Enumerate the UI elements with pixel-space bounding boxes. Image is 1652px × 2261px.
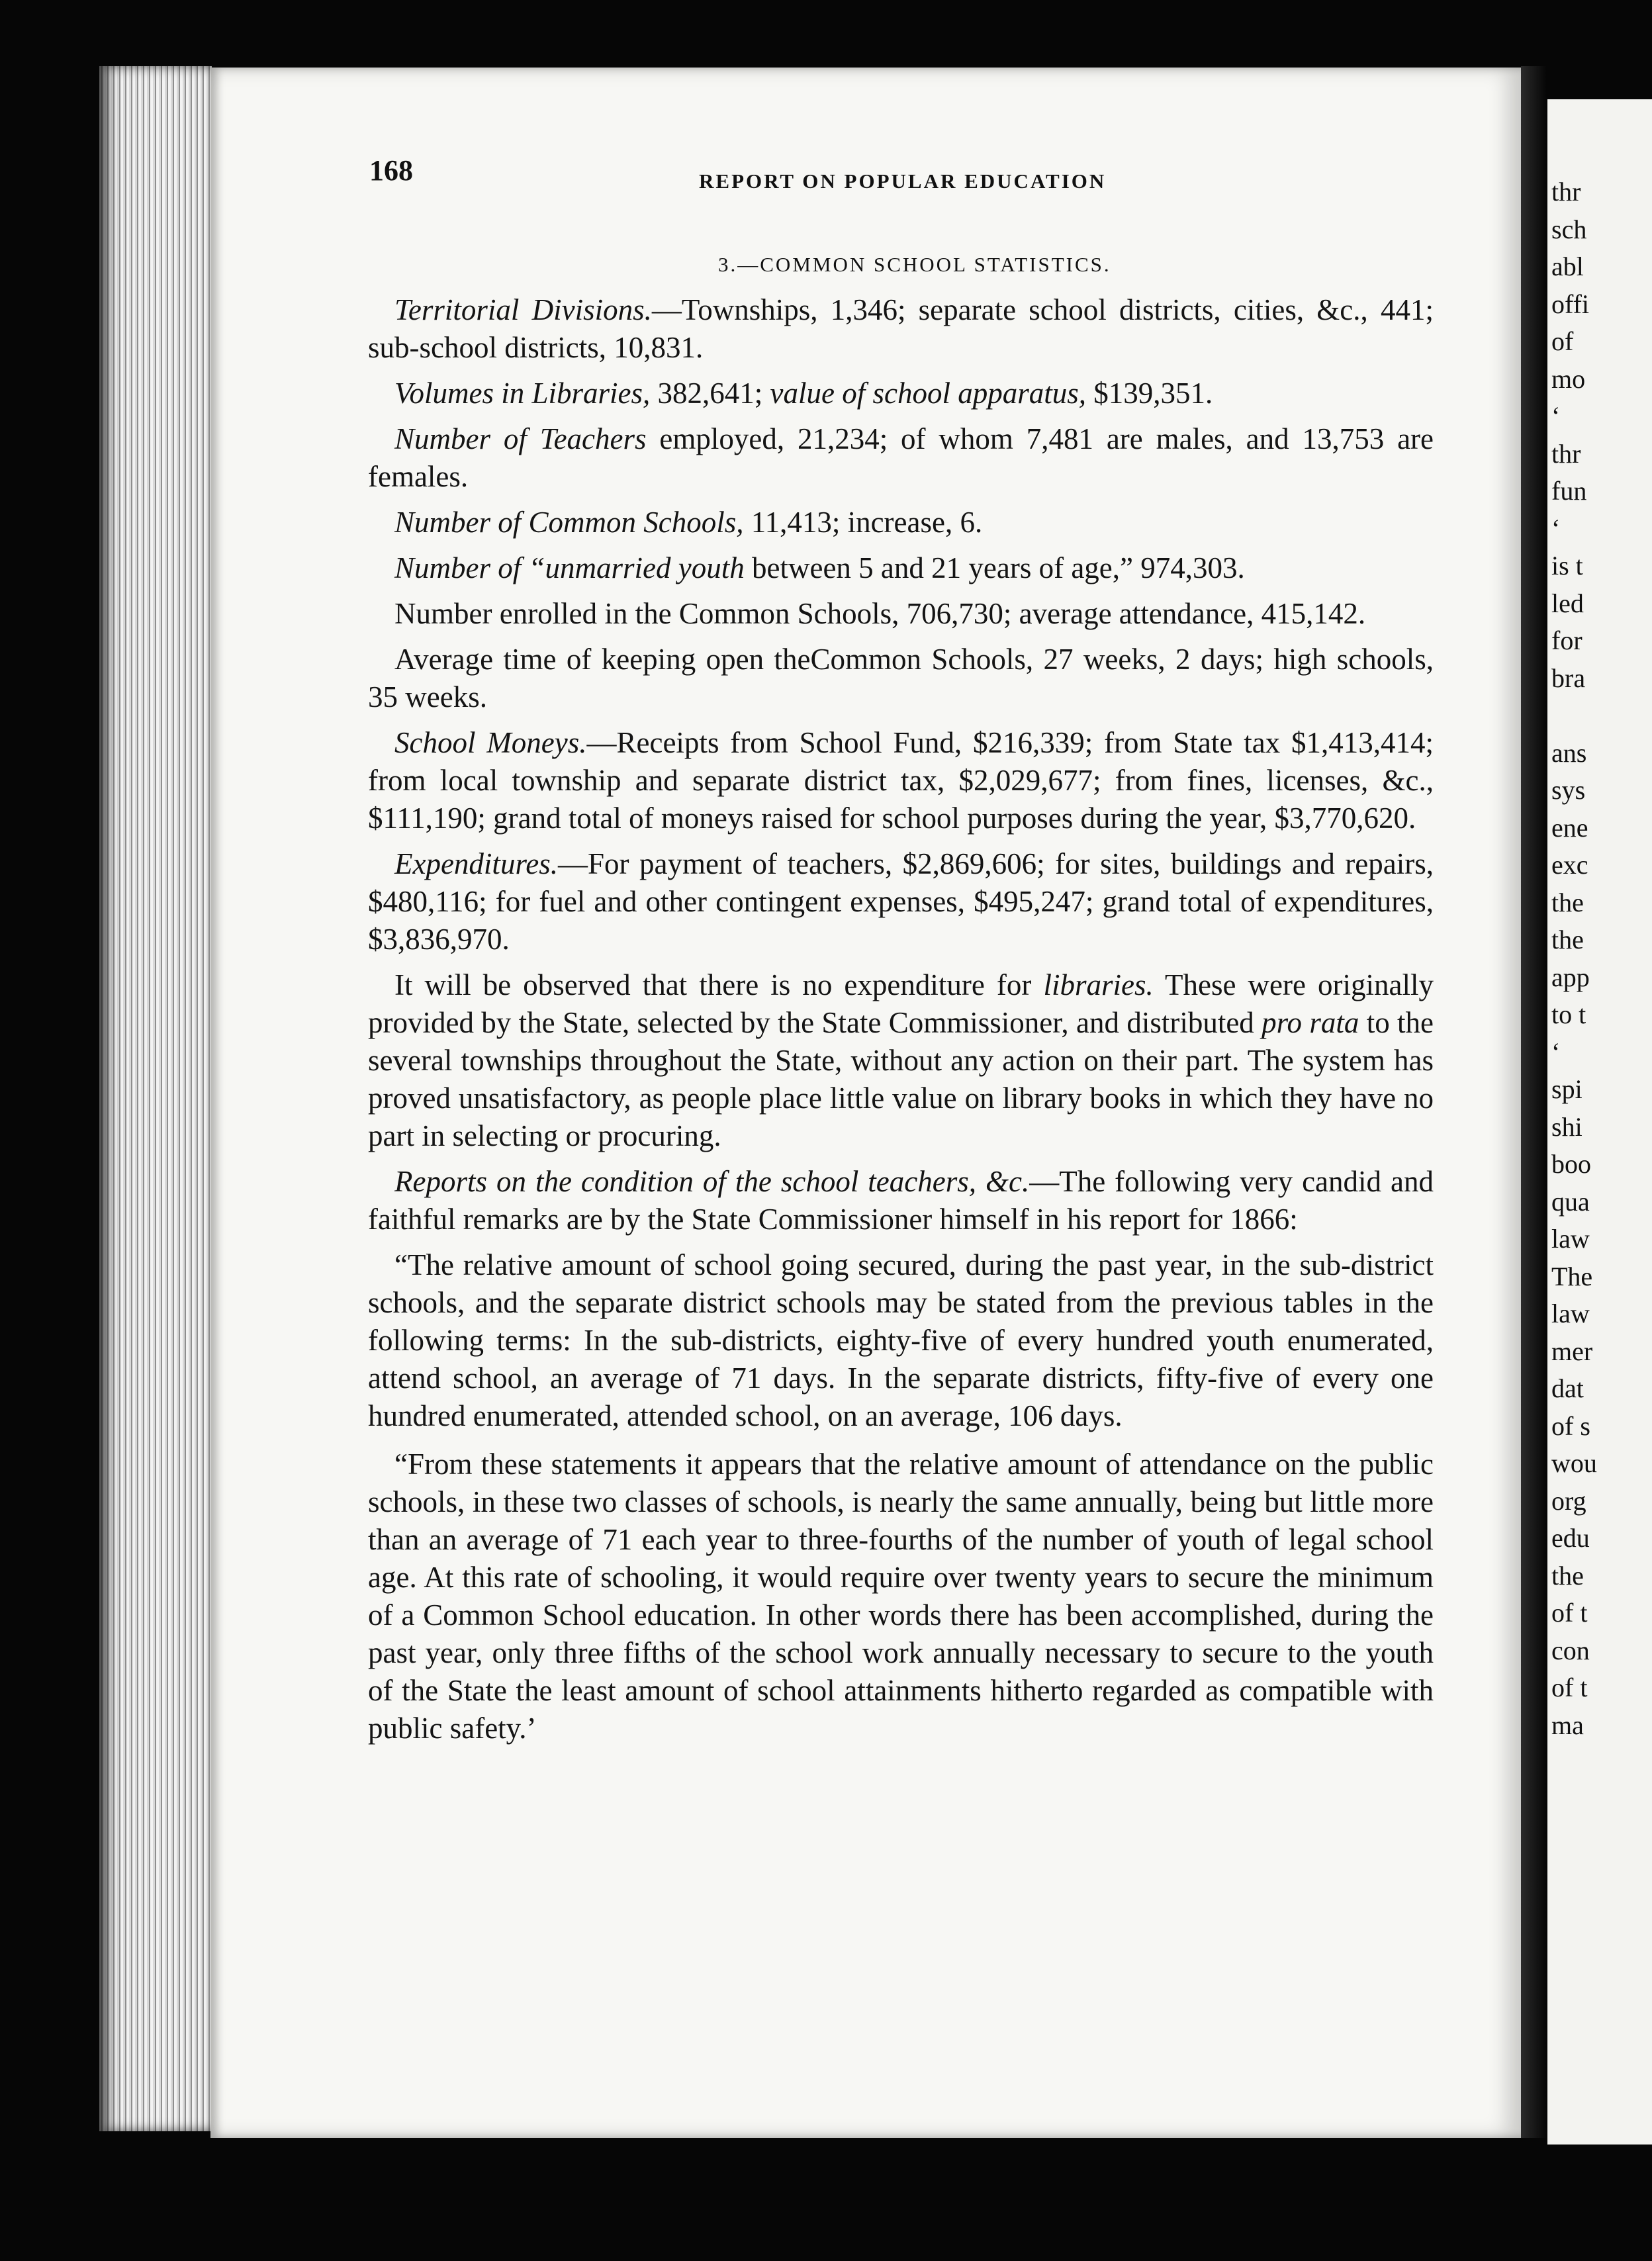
facing-page-fragment: of t (1551, 1598, 1588, 1628)
paragraph-text: —The following very candid and faithful remarks are by the State Commissioner himself in his report for 1866: (368, 1165, 1434, 1236)
facing-page-fragment: offi (1551, 289, 1590, 319)
facing-page-fragment: of s (1551, 1411, 1590, 1441)
paragraph-volumes (368, 375, 1434, 412)
facing-page-fragment: org (1551, 1486, 1586, 1516)
quote-paragraph: “The relative amount of school going secured, during the past year, in the sub-district schools, and the separate district schools may be stated from the previous tables in the following terms: In the sub-districts, eighty-five of every hundred youth enumerated, attend school, an average of 71 days. In the separate districts, fifty-five of every one hundred enumerated, attended school, on an average, 106 days. (368, 1248, 1434, 1432)
paragraph-expenditures (368, 845, 1434, 958)
paragraph-schools (368, 504, 1434, 541)
paragraph-text: —For payment of teachers, $2,869,606; for sites, buildings and repairs, $480,116; for fuel and other contingent expenses, $495,247; grand total of expenditures, $3,836,970. (368, 847, 1434, 956)
facing-page-fragment: the (1551, 888, 1584, 917)
facing-page-fragment: qua (1551, 1187, 1590, 1217)
paragraph-text: —Receipts from School Fund, $216,339; from State tax $1,413,414; from local township and separate district tax, $2,029,677; from fines, licenses, &c., $111,190; grand total of moneys raised for school purposes during the year, $3,770,620. (368, 726, 1434, 835)
facing-page-fragment: ‘ (1551, 514, 1561, 543)
paragraph-territorial (368, 291, 1434, 367)
paragraph-label: Number of Common Schools, (394, 506, 744, 539)
paragraph-label: Number of “unmarried youth (394, 551, 745, 584)
facing-page-fragment: dat (1551, 1373, 1584, 1403)
facing-page-fragment: of t (1551, 1673, 1588, 1702)
facing-page-fragment: to t (1551, 999, 1586, 1029)
book-gutter (1521, 66, 1547, 2138)
facing-page-fragment: exc (1551, 850, 1588, 880)
facing-page-fragment: mo (1551, 364, 1586, 394)
page-number: 168 (369, 154, 413, 187)
paragraph-label: Volumes in Libraries, (394, 377, 651, 410)
facing-page-fragment: the (1551, 925, 1584, 954)
paragraph-label: School Moneys. (394, 726, 587, 759)
paragraph-moneys (368, 724, 1434, 837)
paragraph-label: Number of Teachers (394, 422, 647, 455)
paragraph-label: Reports on the condition of the school teachers, &c. (394, 1165, 1030, 1198)
paragraph-average-time: Average time of keeping open theCommon Schools, 27 weeks, 2 days; high schools, 35 weeks. (368, 643, 1434, 714)
commissioner-quote (368, 1246, 1434, 1747)
paragraph-text: to the several townships throughout the State, without any action on their part. The system has proved unsatisfactory, as people place little value on library books in which they have no part in selecting or procuring. (368, 1006, 1434, 1152)
quote-paragraph: “From these statements it appears that the relative amount of attendance on the public schools, in these two classes of schools, is nearly the same annually, being but little more than an average of 71 each year to three-fourths of the number of youth of legal school age. At this rate of schooling, it would require over twenty years to secure the minimum of a Common School education. In other words there has been accomplished, during the past year, only three fifths of the school work annually necessary to secure to the youth of the State the least amount of school attainments hitherto regarded as compatible with public safety.’ (368, 1448, 1434, 1745)
facing-page-fragment: abl (1551, 252, 1584, 281)
facing-page-fragment: led (1551, 588, 1584, 618)
running-title: REPORT ON POPULAR EDUCATION (699, 169, 1107, 193)
italic-term: pro rata (1262, 1006, 1359, 1039)
facing-page (1547, 99, 1652, 2145)
italic-term: libraries. (1043, 968, 1154, 1001)
facing-page-fragment: The (1551, 1262, 1593, 1291)
facing-page-fragment: ma (1551, 1710, 1584, 1740)
paragraph-label: Territorial Divisions. (394, 293, 652, 326)
paragraph-text: —Townships, 1,346; separate school districts, cities, &c., 441; sub-school districts, 10,831. (368, 293, 1434, 364)
paragraph-text: between 5 and 21 years of age,” 974,303. (744, 551, 1245, 584)
paragraph-text: $139,351. (1086, 377, 1213, 410)
facing-page-fragment: spi (1551, 1074, 1583, 1104)
facing-page-fragment: shi (1551, 1112, 1583, 1142)
facing-page-fragment: of (1551, 326, 1574, 356)
facing-page-fragment: ene (1551, 813, 1588, 843)
paragraph-enrolled: Number enrolled in the Common Schools, 706,730; average attendance, 415,142. (394, 597, 1366, 630)
facing-page-fragment: is t (1551, 551, 1583, 580)
paragraph-label: Expenditures. (394, 847, 559, 880)
body-text (368, 291, 1434, 1758)
paragraph-text: 11,413; increase, 6. (743, 506, 983, 539)
facing-page-fragment: ‘ (1551, 1037, 1561, 1067)
facing-page-fragment: bra (1551, 663, 1586, 693)
facing-page-fragment: fun (1551, 476, 1587, 506)
section-heading: 3.—COMMON SCHOOL STATISTICS. (718, 253, 1111, 276)
paragraph-text: These were originally provided by the State, selected by the State Commissioner, and distributed (368, 968, 1434, 1039)
facing-page-fragment: edu (1551, 1523, 1590, 1553)
paragraph-reports (368, 1163, 1434, 1238)
facing-page-fragment: ‘ (1551, 401, 1561, 431)
facing-page-fragment: sch (1551, 214, 1587, 244)
facing-page-fragment: the (1551, 1561, 1584, 1591)
paragraph-text: 382,641; (650, 377, 770, 410)
facing-page-fragment: sys (1551, 775, 1586, 805)
paragraph-label: value of school apparatus, (770, 377, 1087, 410)
facing-page-fragment: con (1551, 1636, 1590, 1665)
facing-page-fragment: wou (1551, 1448, 1597, 1478)
facing-page-fragment: app (1551, 962, 1590, 992)
facing-page-fragment: law (1551, 1299, 1590, 1328)
paragraph-text: It will be observed that there is no expenditure for (394, 968, 1044, 1001)
paragraph-teachers (368, 420, 1434, 496)
facing-page-fragment: for (1551, 625, 1583, 655)
book-page-edges (99, 66, 212, 2131)
facing-page-fragment: thr (1551, 439, 1581, 469)
paragraph-text: employed, 21,234; of whom 7,481 are males, and 13,753 are females. (368, 422, 1434, 493)
facing-page-fragment: thr (1551, 177, 1581, 207)
facing-page-fragment: ans (1551, 738, 1587, 768)
paragraph-youth (368, 549, 1434, 587)
facing-page-fragment: mer (1551, 1336, 1593, 1366)
facing-page-fragment: law (1551, 1224, 1590, 1254)
paragraph-libraries (368, 966, 1434, 1155)
facing-page-fragment: boo (1551, 1149, 1591, 1179)
